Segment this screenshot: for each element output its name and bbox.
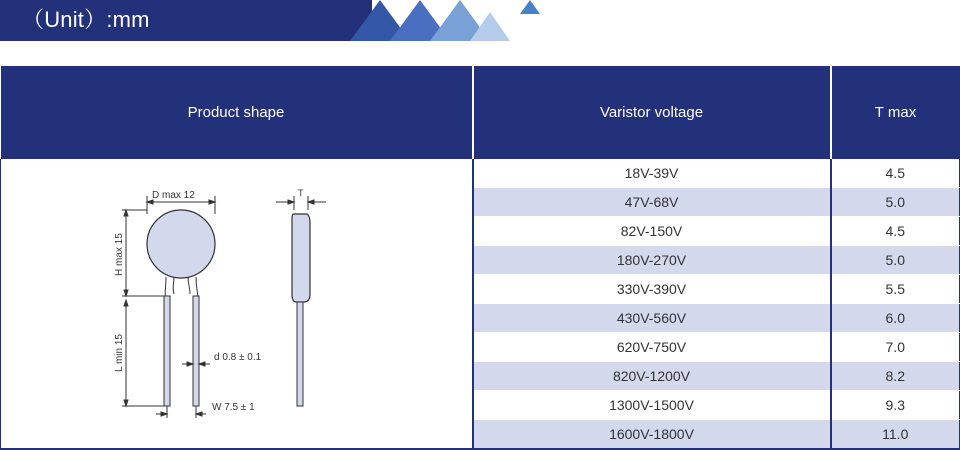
- lead-left: [164, 296, 170, 406]
- table-row: [1, 159, 960, 188]
- varistor-disc: [147, 210, 215, 278]
- voltage-cell: 47V-68V: [473, 188, 831, 217]
- voltage-cell: 620V-750V: [473, 333, 831, 362]
- tmax-cell: 5.0: [831, 246, 960, 275]
- header-bar: [0, 0, 959, 41]
- tmax-cell: 7.0: [831, 333, 960, 362]
- spec-table: [0, 66, 960, 450]
- triangle-decoration: [340, 0, 560, 41]
- col-header-varistor-voltage: Varistor voltage: [473, 66, 831, 159]
- voltage-cell: 820V-1200V: [473, 362, 831, 391]
- tmax-cell: 5.0: [831, 188, 960, 217]
- col-header-t-max: T max: [831, 66, 960, 159]
- product-shape-cell: [1, 159, 473, 449]
- table-header-row: [1, 66, 960, 159]
- voltage-cell: 1600V-1800V: [473, 420, 831, 450]
- dimension-h-label: H max 15: [114, 232, 126, 276]
- voltage-cell: 180V-270V: [473, 246, 831, 275]
- col-header-product-shape: Product shape: [1, 66, 473, 159]
- tmax-cell: 8.2: [831, 362, 960, 391]
- dimension-t-label: T: [298, 187, 304, 198]
- dimension-l-label: L min 15: [114, 333, 126, 372]
- voltage-cell: 330V-390V: [473, 275, 831, 304]
- voltage-cell: 18V-39V: [473, 159, 831, 188]
- voltage-cell: 430V-560V: [473, 304, 831, 333]
- dimension-lead-label: d 0.8 ± 0.1: [214, 351, 262, 363]
- side-lead: [297, 302, 303, 406]
- tmax-cell: 4.5: [831, 159, 960, 188]
- tmax-cell: 11.0: [831, 420, 960, 450]
- unit-title: （Unit）:mm: [22, 7, 150, 32]
- product-shape-drawing: [116, 184, 356, 424]
- header-band: [0, 0, 372, 41]
- tmax-cell: 6.0: [831, 304, 960, 333]
- dimension-d-label: D max 12: [152, 189, 196, 201]
- varistor-side-view: [292, 214, 310, 302]
- dimension-pitch-label: W 7.5 ± 1: [212, 401, 255, 413]
- voltage-cell: 1300V-1500V: [473, 391, 831, 420]
- tmax-cell: 5.5: [831, 275, 960, 304]
- tmax-cell: 4.5: [831, 217, 960, 246]
- lead-right: [193, 296, 199, 406]
- voltage-cell: 82V-150V: [473, 217, 831, 246]
- tmax-cell: 9.3: [831, 391, 960, 420]
